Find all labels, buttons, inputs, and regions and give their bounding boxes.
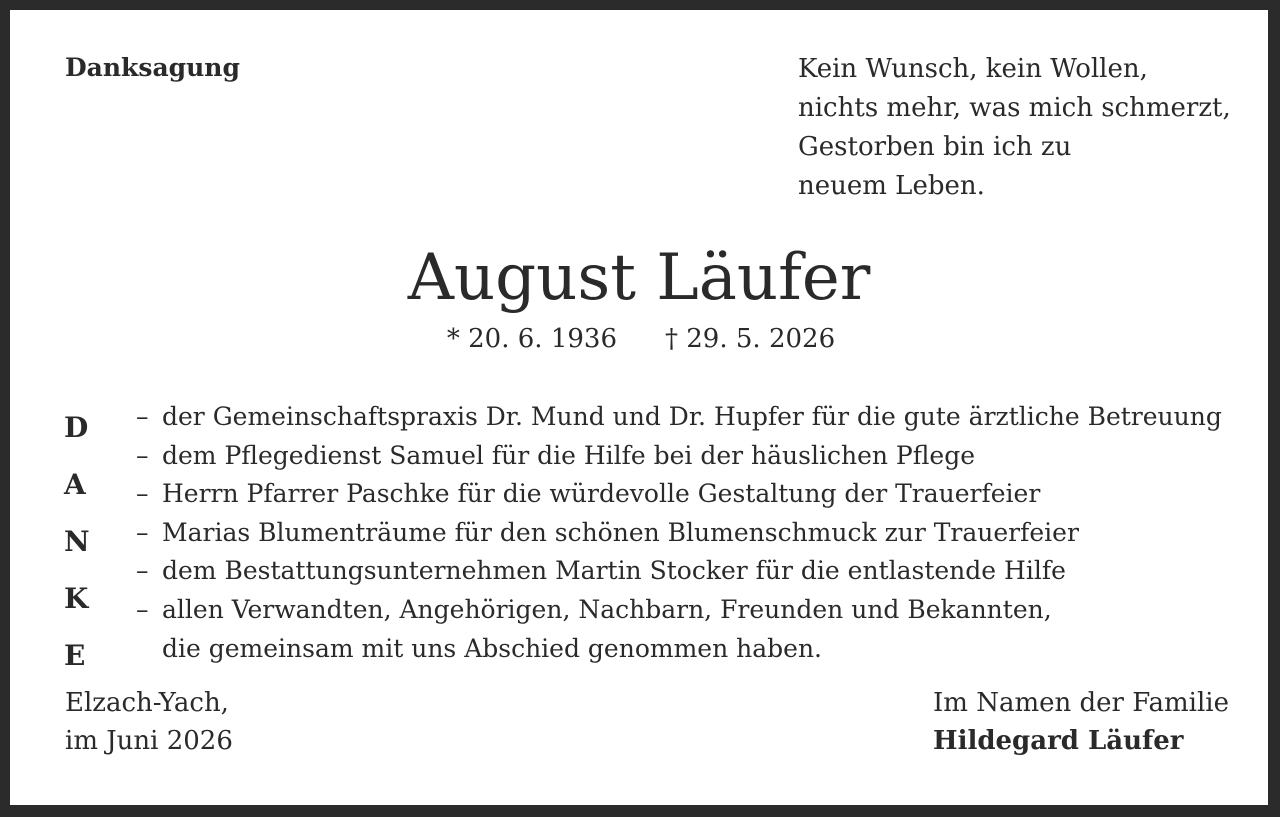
thanks-list [136, 398, 1222, 668]
signature-block [933, 684, 1229, 760]
list-dash: – [136, 517, 149, 547]
list-dash: – [136, 440, 149, 470]
thanks-text: Marias Blumenträume für den schönen Blumenschmuck zur Trauerfeier [162, 517, 1079, 547]
place-line: Elzach-Yach, [65, 688, 229, 718]
signature-intro: Im Namen der Familie [933, 688, 1229, 718]
life-dates [10, 319, 1272, 359]
thanks-text: dem Pflegedienst Samuel für die Hilfe bei der häuslichen Pflege [162, 440, 976, 470]
thanks-text: dem Bestattungsunternehmen Martin Stocker für die entlastende Hilfe [162, 556, 1066, 586]
signature-name: Hildegard Läufer [933, 726, 1184, 756]
danke-letter: K [64, 582, 89, 615]
poem [798, 50, 1231, 206]
thanks-item [136, 514, 1222, 553]
danke-acrostic [64, 399, 104, 684]
list-dash: – [136, 402, 149, 431]
poem-line: nichts mehr, was mich schmerzt, [798, 93, 1231, 123]
list-dash: – [136, 556, 149, 586]
poem-line: neuem Leben. [798, 171, 985, 201]
list-dash: – [136, 594, 149, 624]
date-line: im Juni 2026 [65, 726, 233, 756]
deceased-name: August Läufer [407, 241, 871, 315]
thanks-item [136, 591, 1222, 630]
thanks-text: allen Verwandten, Angehörigen, Nachbarn, Freunden und Bekannten, [162, 594, 1052, 624]
thanks-item [136, 475, 1222, 514]
danke-letter: E [64, 639, 86, 672]
notice-heading: Danksagung [65, 53, 240, 82]
poem-line: Kein Wunsch, kein Wollen, [798, 54, 1148, 84]
thanks-continuation [136, 630, 1222, 669]
thanks-item [136, 552, 1222, 591]
birth-date: * 20. 6. 1936 [446, 324, 617, 354]
obituary-notice [10, 10, 1268, 805]
list-dash: – [136, 479, 149, 509]
danke-letter: D [64, 411, 89, 444]
place-date [65, 684, 233, 760]
death-date: † 29. 5. 2026 [665, 324, 836, 354]
thanks-text: der Gemeinschaftspraxis Dr. Mund und Dr. Hupfer für die gute ärztliche Betreuung [162, 402, 1222, 431]
poem-line: Gestorben bin ich zu [798, 132, 1072, 162]
danke-letter: N [64, 525, 90, 558]
thanks-item [136, 437, 1222, 476]
thanks-text: die gemeinsam mit uns Abschied genommen haben. [162, 633, 822, 663]
thanks-item [136, 398, 1222, 437]
danke-letter: A [64, 468, 86, 501]
thanks-text: Herrn Pfarrer Paschke für die würdevolle Gestaltung der Trauerfeier [162, 479, 1041, 509]
